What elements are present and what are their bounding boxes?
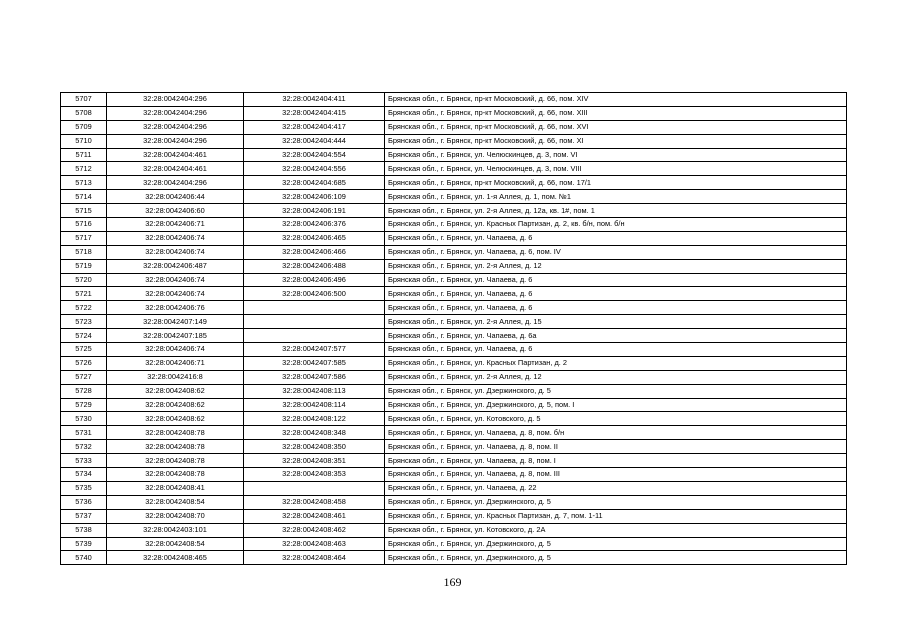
row-number-cell: 5709	[61, 120, 107, 134]
parcel-number-cell: 32:28:0042404:296	[107, 120, 244, 134]
object-number-cell: 32:28:0042408:351	[244, 454, 385, 468]
object-number-cell: 32:28:0042404:415	[244, 106, 385, 120]
object-number-cell: 32:28:0042406:466	[244, 245, 385, 259]
parcel-number-cell: 32:28:0042408:62	[107, 384, 244, 398]
table-row	[61, 468, 847, 482]
object-number-cell: 32:28:0042408:113	[244, 384, 385, 398]
object-number-cell	[244, 481, 385, 495]
table-row	[61, 176, 847, 190]
object-number-cell: 32:28:0042404:417	[244, 120, 385, 134]
row-number-cell: 5714	[61, 190, 107, 204]
parcel-number-cell: 32:28:0042404:296	[107, 176, 244, 190]
row-number-cell: 5718	[61, 245, 107, 259]
object-number-cell: 32:28:0042407:586	[244, 370, 385, 384]
object-number-cell: 32:28:0042408:462	[244, 523, 385, 537]
object-number-cell: 32:28:0042406:496	[244, 273, 385, 287]
address-cell: Брянская обл., г. Брянск, ул. Котовского, д. 2А	[385, 523, 847, 537]
parcel-number-cell: 32:28:0042408:78	[107, 440, 244, 454]
object-number-cell: 32:28:0042404:444	[244, 134, 385, 148]
address-cell: Брянская обл., г. Брянск, ул. Чапаева, д. 6	[385, 287, 847, 301]
parcel-number-cell: 32:28:0042406:60	[107, 204, 244, 218]
row-number-cell: 5721	[61, 287, 107, 301]
row-number-cell: 5733	[61, 454, 107, 468]
object-number-cell: 32:28:0042408:350	[244, 440, 385, 454]
parcel-number-cell: 32:28:0042408:62	[107, 412, 244, 426]
parcel-number-cell: 32:28:0042408:54	[107, 537, 244, 551]
table-row	[61, 148, 847, 162]
address-cell: Брянская обл., г. Брянск, пр-кт Московский, д. 66, пом. XVI	[385, 120, 847, 134]
address-cell: Брянская обл., г. Брянск, ул. Дзержинского, д. 5	[385, 384, 847, 398]
parcel-number-cell: 32:28:0042404:461	[107, 162, 244, 176]
parcel-number-cell: 32:28:0042416:8	[107, 370, 244, 384]
object-number-cell: 32:28:0042408:114	[244, 398, 385, 412]
row-number-cell: 5720	[61, 273, 107, 287]
table-row	[61, 356, 847, 370]
parcel-number-cell: 32:28:0042406:71	[107, 218, 244, 232]
object-number-cell: 32:28:0042408:461	[244, 509, 385, 523]
parcel-number-cell: 32:28:0042408:41	[107, 481, 244, 495]
row-number-cell: 5729	[61, 398, 107, 412]
table-row	[61, 398, 847, 412]
address-cell: Брянская обл., г. Брянск, пр-кт Московский, д. 66, пом. XIV	[385, 93, 847, 107]
parcel-number-cell: 32:28:0042404:296	[107, 106, 244, 120]
object-number-cell: 32:28:0042408:122	[244, 412, 385, 426]
table-row	[61, 454, 847, 468]
parcel-number-cell: 32:28:0042406:71	[107, 356, 244, 370]
row-number-cell: 5724	[61, 329, 107, 343]
table-row	[61, 481, 847, 495]
object-number-cell	[244, 315, 385, 329]
table-row	[61, 120, 847, 134]
table-row	[61, 218, 847, 232]
row-number-cell: 5716	[61, 218, 107, 232]
object-number-cell: 32:28:0042404:556	[244, 162, 385, 176]
object-number-cell: 32:28:0042404:411	[244, 93, 385, 107]
address-cell: Брянская обл., г. Брянск, ул. Чапаева, д. 22	[385, 481, 847, 495]
table-row	[61, 551, 847, 565]
address-cell: Брянская обл., г. Брянск, ул. Котовского, д. 5	[385, 412, 847, 426]
address-cell: Брянская обл., г. Брянск, ул. 2-я Аллея, д. 12	[385, 370, 847, 384]
table-row	[61, 190, 847, 204]
page-number: 169	[443, 575, 462, 589]
table-row	[61, 384, 847, 398]
row-number-cell: 5712	[61, 162, 107, 176]
object-number-cell: 32:28:0042406:500	[244, 287, 385, 301]
cadastral-table	[60, 92, 847, 565]
row-number-cell: 5730	[61, 412, 107, 426]
address-cell: Брянская обл., г. Брянск, ул. Чапаева, д. 8, пом. б/н	[385, 426, 847, 440]
object-number-cell: 32:28:0042408:348	[244, 426, 385, 440]
row-number-cell: 5710	[61, 134, 107, 148]
table-row	[61, 537, 847, 551]
table-row	[61, 134, 847, 148]
row-number-cell: 5739	[61, 537, 107, 551]
parcel-number-cell: 32:28:0042408:62	[107, 398, 244, 412]
parcel-number-cell: 32:28:0042408:78	[107, 426, 244, 440]
row-number-cell: 5737	[61, 509, 107, 523]
address-cell: Брянская обл., г. Брянск, ул. Чапаева, д. 6	[385, 273, 847, 287]
table-body	[61, 93, 847, 565]
parcel-number-cell: 32:28:0042408:78	[107, 468, 244, 482]
row-number-cell: 5734	[61, 468, 107, 482]
address-cell: Брянская обл., г. Брянск, ул. 2-я Аллея, д. 12а, кв. 1#, пом. 1	[385, 204, 847, 218]
table-row	[61, 426, 847, 440]
table-row	[61, 259, 847, 273]
object-number-cell: 32:28:0042408:353	[244, 468, 385, 482]
parcel-number-cell: 32:28:0042407:149	[107, 315, 244, 329]
row-number-cell: 5708	[61, 106, 107, 120]
address-cell: Брянская обл., г. Брянск, ул. Чапаева, д. 6, пом. IV	[385, 245, 847, 259]
object-number-cell: 32:28:0042406:376	[244, 218, 385, 232]
address-cell: Брянская обл., г. Брянск, пр-кт Московский, д. 66, пом. XIII	[385, 106, 847, 120]
object-number-cell: 32:28:0042406:465	[244, 231, 385, 245]
table-row	[61, 162, 847, 176]
address-cell: Брянская обл., г. Брянск, ул. Красных Партизан, д. 2	[385, 356, 847, 370]
table-row	[61, 523, 847, 537]
row-number-cell: 5740	[61, 551, 107, 565]
parcel-number-cell: 32:28:0042406:44	[107, 190, 244, 204]
parcel-number-cell: 32:28:0042406:74	[107, 245, 244, 259]
address-cell: Брянская обл., г. Брянск, ул. Дзержинского, д. 5	[385, 495, 847, 509]
row-number-cell: 5723	[61, 315, 107, 329]
row-number-cell: 5722	[61, 301, 107, 315]
table-row	[61, 370, 847, 384]
parcel-number-cell: 32:28:0042403:101	[107, 523, 244, 537]
table-row	[61, 93, 847, 107]
parcel-number-cell: 32:28:0042408:465	[107, 551, 244, 565]
address-cell: Брянская обл., г. Брянск, ул. Дзержинского, д. 5	[385, 537, 847, 551]
parcel-number-cell: 32:28:0042406:74	[107, 273, 244, 287]
parcel-number-cell: 32:28:0042406:74	[107, 287, 244, 301]
address-cell: Брянская обл., г. Брянск, пр-кт Московский, д. 66, пом. XI	[385, 134, 847, 148]
row-number-cell: 5736	[61, 495, 107, 509]
object-number-cell: 32:28:0042406:109	[244, 190, 385, 204]
address-cell: Брянская обл., г. Брянск, ул. Дзержинского, д. 5, пом. I	[385, 398, 847, 412]
row-number-cell: 5719	[61, 259, 107, 273]
address-cell: Брянская обл., г. Брянск, ул. Красных Партизан, д. 7, пом. 1-11	[385, 509, 847, 523]
object-number-cell: 32:28:0042406:191	[244, 204, 385, 218]
table-row	[61, 315, 847, 329]
table-row	[61, 495, 847, 509]
address-cell: Брянская обл., г. Брянск, ул. 2-я Аллея, д. 15	[385, 315, 847, 329]
row-number-cell: 5731	[61, 426, 107, 440]
row-number-cell: 5727	[61, 370, 107, 384]
parcel-number-cell: 32:28:0042408:70	[107, 509, 244, 523]
parcel-number-cell: 32:28:0042406:76	[107, 301, 244, 315]
parcel-number-cell: 32:28:0042404:296	[107, 134, 244, 148]
address-cell: Брянская обл., г. Брянск, ул. Дзержинского, д. 5	[385, 551, 847, 565]
table-row	[61, 273, 847, 287]
table-row	[61, 204, 847, 218]
address-cell: Брянская обл., г. Брянск, ул. Чапаева, д. 8, пом. III	[385, 468, 847, 482]
row-number-cell: 5732	[61, 440, 107, 454]
table-row	[61, 440, 847, 454]
object-number-cell: 32:28:0042408:464	[244, 551, 385, 565]
address-cell: Брянская обл., г. Брянск, ул. Красных Партизан, д. 2, кв. б/н, пом. б/н	[385, 218, 847, 232]
row-number-cell: 5717	[61, 231, 107, 245]
table-row	[61, 245, 847, 259]
table-row	[61, 231, 847, 245]
table-row	[61, 509, 847, 523]
object-number-cell: 32:28:0042408:463	[244, 537, 385, 551]
parcel-number-cell: 32:28:0042406:74	[107, 231, 244, 245]
parcel-number-cell: 32:28:0042408:78	[107, 454, 244, 468]
row-number-cell: 5725	[61, 343, 107, 357]
row-number-cell: 5713	[61, 176, 107, 190]
parcel-number-cell: 32:28:0042408:54	[107, 495, 244, 509]
parcel-number-cell: 32:28:0042406:487	[107, 259, 244, 273]
cadastral-table-container	[60, 92, 846, 565]
object-number-cell: 32:28:0042408:458	[244, 495, 385, 509]
table-row	[61, 412, 847, 426]
parcel-number-cell: 32:28:0042404:461	[107, 148, 244, 162]
object-number-cell: 32:28:0042404:554	[244, 148, 385, 162]
object-number-cell	[244, 329, 385, 343]
object-number-cell: 32:28:0042406:488	[244, 259, 385, 273]
parcel-number-cell: 32:28:0042407:185	[107, 329, 244, 343]
row-number-cell: 5707	[61, 93, 107, 107]
table-row	[61, 106, 847, 120]
row-number-cell: 5735	[61, 481, 107, 495]
row-number-cell: 5738	[61, 523, 107, 537]
row-number-cell: 5728	[61, 384, 107, 398]
table-row	[61, 329, 847, 343]
address-cell: Брянская обл., г. Брянск, ул. Чапаева, д. 8, пом. II	[385, 440, 847, 454]
parcel-number-cell: 32:28:0042404:296	[107, 93, 244, 107]
table-row	[61, 301, 847, 315]
address-cell: Брянская обл., г. Брянск, ул. Чапаева, д. 6а	[385, 329, 847, 343]
table-row	[61, 343, 847, 357]
object-number-cell: 32:28:0042407:585	[244, 356, 385, 370]
address-cell: Брянская обл., г. Брянск, ул. Челюскинцев, д. 3, пом. VI	[385, 148, 847, 162]
address-cell: Брянская обл., г. Брянск, ул. Чапаева, д. 6	[385, 343, 847, 357]
address-cell: Брянская обл., г. Брянск, ул. 2-я Аллея, д. 12	[385, 259, 847, 273]
address-cell: Брянская обл., г. Брянск, ул. Чапаева, д. 6	[385, 231, 847, 245]
row-number-cell: 5715	[61, 204, 107, 218]
object-number-cell: 32:28:0042407:577	[244, 343, 385, 357]
object-number-cell: 32:28:0042404:685	[244, 176, 385, 190]
address-cell: Брянская обл., г. Брянск, ул. Чапаева, д. 8, пом. I	[385, 454, 847, 468]
address-cell: Брянская обл., г. Брянск, ул. 1-я Аллея, д. 1, пом. №1	[385, 190, 847, 204]
object-number-cell	[244, 301, 385, 315]
row-number-cell: 5726	[61, 356, 107, 370]
table-row	[61, 287, 847, 301]
address-cell: Брянская обл., г. Брянск, ул. Челюскинцев, д. 3, пом. VIII	[385, 162, 847, 176]
parcel-number-cell: 32:28:0042406:74	[107, 343, 244, 357]
address-cell: Брянская обл., г. Брянск, ул. Чапаева, д. 6	[385, 301, 847, 315]
address-cell: Брянская обл., г. Брянск, пр-кт Московский, д. 66, пом. 17/1	[385, 176, 847, 190]
row-number-cell: 5711	[61, 148, 107, 162]
